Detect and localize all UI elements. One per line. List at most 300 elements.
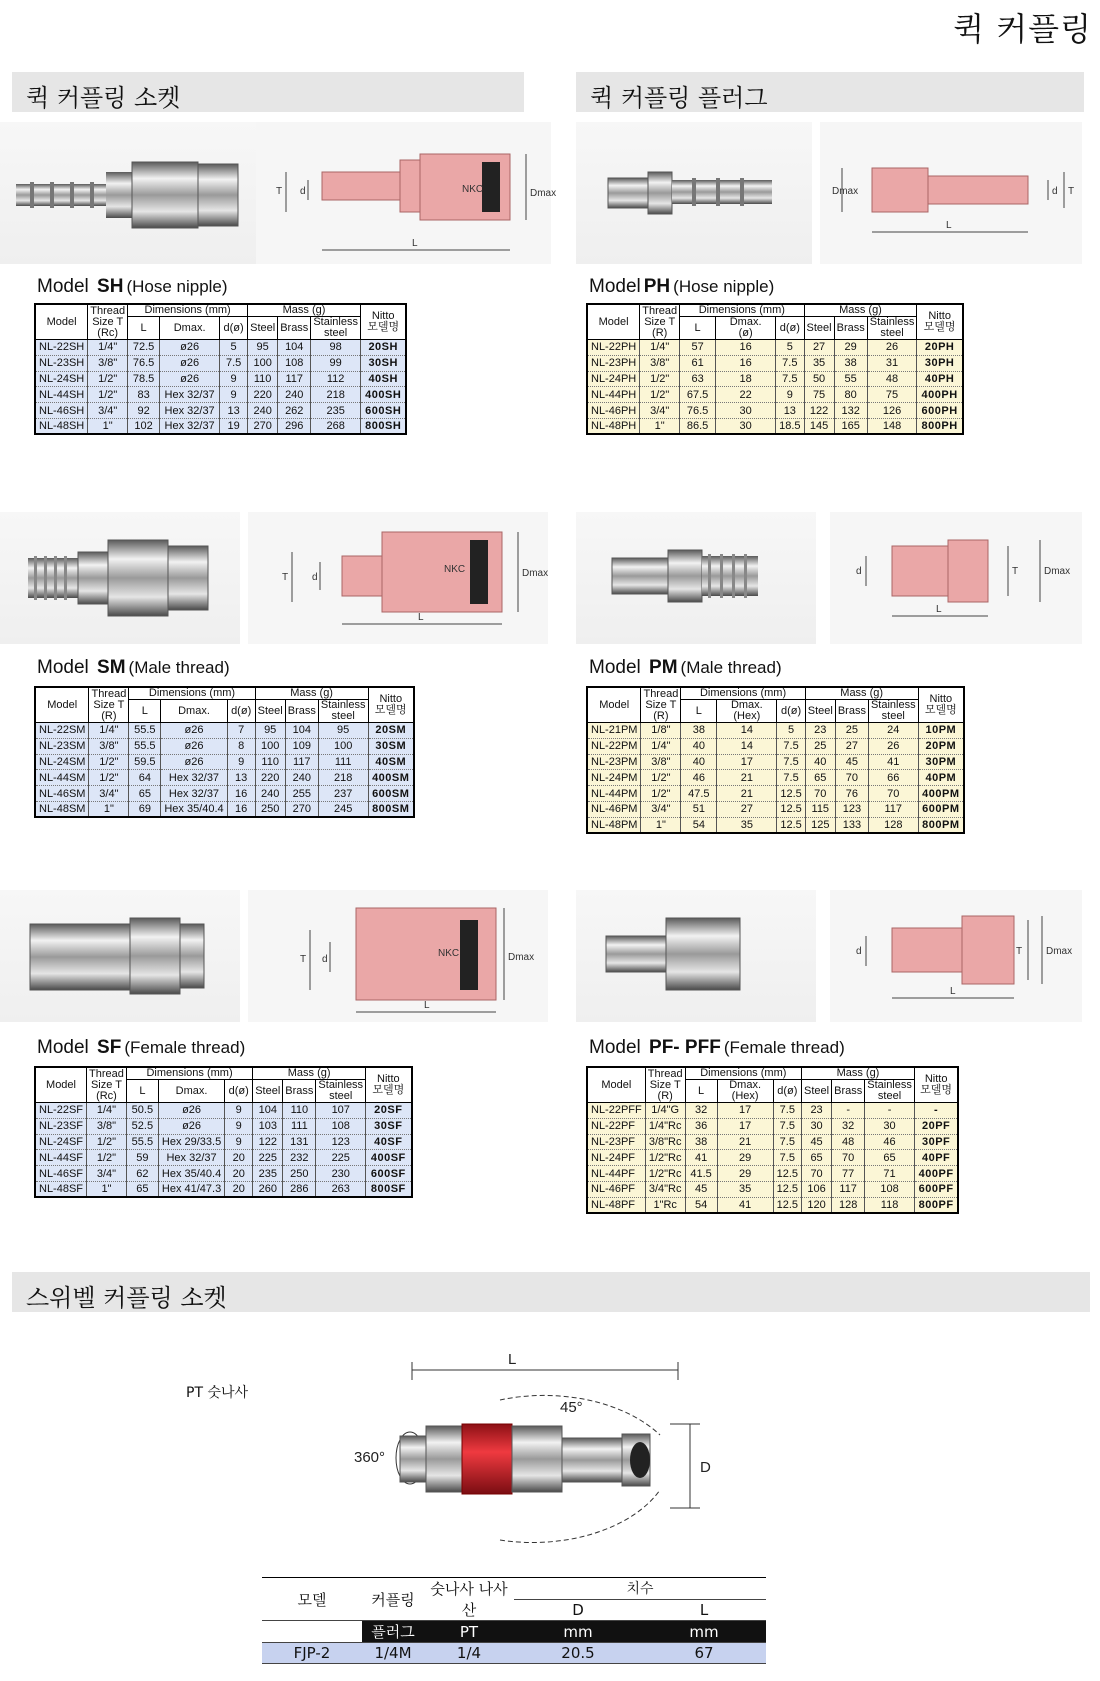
table-cell: ø26: [160, 355, 220, 371]
table-cell: 40: [805, 754, 835, 770]
table-cell: 126: [867, 403, 917, 419]
table-row: [35, 723, 414, 739]
table-cell: 41: [685, 1150, 717, 1166]
table-cell: 117: [285, 754, 318, 770]
table-cell: 3/8": [89, 738, 129, 754]
socket-sm-photo: [0, 512, 240, 644]
table-row: [587, 723, 964, 739]
table-cell: 1/2": [88, 387, 128, 403]
table-cell: 70: [868, 786, 918, 802]
table-cell: 14: [717, 738, 777, 754]
table-cell: 69: [129, 801, 161, 817]
section-header-plug: 퀵 커플링 플러그: [576, 72, 1084, 112]
table-cell: 27: [717, 801, 777, 817]
table-cell: 240: [285, 770, 318, 786]
table-cell: 225: [253, 1150, 283, 1166]
table-cell: 78.5: [128, 371, 160, 387]
dim-label-d: d: [856, 566, 862, 577]
table-cell: 128: [868, 817, 918, 833]
table-cell: 9: [220, 387, 248, 403]
table-cell: 262: [278, 403, 311, 419]
table-cell: 40SM: [368, 754, 414, 770]
table-cell: 24: [868, 723, 918, 739]
table-cell: 115: [805, 801, 835, 817]
table-cell: 71: [865, 1166, 915, 1182]
table-cell: 61: [680, 355, 716, 371]
dim-label-dmax: Dmax: [832, 186, 859, 197]
table-cell: NL-46SM: [35, 786, 89, 802]
table-cell: 20: [225, 1181, 253, 1197]
table-row: [587, 355, 963, 371]
table-cell: 75: [804, 387, 834, 403]
table-cell: 800SF: [366, 1181, 412, 1197]
table-cell: 30PF: [914, 1134, 958, 1150]
table-cell: 800PH: [917, 418, 963, 434]
table-cell: 1/4": [641, 738, 681, 754]
model-ph-title: Model PH (Hose nipple): [589, 276, 775, 297]
table-cell: 35: [717, 817, 777, 833]
table-cell: 102: [128, 418, 160, 434]
table-cell: 26: [867, 340, 917, 356]
table-cell: 16: [227, 786, 255, 802]
table-cell: NL-23SM: [35, 738, 89, 754]
table-cell: 260: [253, 1181, 283, 1197]
table-cell: 9: [225, 1118, 253, 1134]
table-cell: 108: [865, 1181, 915, 1197]
table-cell: 25: [835, 723, 868, 739]
table-cell: 23: [805, 723, 835, 739]
table-cell: ø26: [160, 371, 220, 387]
swivel-angle-360: 360°: [354, 1449, 386, 1466]
table-cell: 110: [248, 371, 278, 387]
table-cell: 40: [681, 738, 717, 754]
table-cell: 32: [685, 1103, 717, 1119]
table-row: [587, 387, 963, 403]
table-cell: 18: [716, 371, 776, 387]
nkc-mark: NKC: [438, 948, 460, 959]
table-cell: 218: [311, 387, 361, 403]
col-mm-l: mm: [642, 1621, 766, 1643]
swivel-dim-D: D: [700, 1459, 711, 1476]
table-row: [35, 786, 414, 802]
table-cell: NL-23PF: [587, 1134, 645, 1150]
table-cell: 95: [255, 723, 285, 739]
table-cell: 12.5: [773, 1166, 801, 1182]
table-cell: Hex 32/37: [160, 403, 220, 419]
col-pt: PT: [424, 1621, 514, 1643]
table-cell: 35: [804, 355, 834, 371]
table-cell: 12.5: [777, 801, 805, 817]
table-cell: 63: [680, 371, 716, 387]
table-cell: NL-22SM: [35, 723, 89, 739]
table-cell: 20SM: [368, 723, 414, 739]
table-cell: 225: [316, 1150, 366, 1166]
table-cell: 104: [285, 723, 318, 739]
table-cell: NL-22SF: [35, 1103, 87, 1119]
table-cell: 5: [776, 340, 804, 356]
table-cell: 3/8"Rc: [645, 1134, 685, 1150]
table-cell: NL-48PM: [587, 817, 641, 833]
table-cell: 46: [681, 770, 717, 786]
table-cell: 20: [225, 1150, 253, 1166]
table-cell: -: [914, 1103, 958, 1119]
table-cell: 7.5: [777, 738, 805, 754]
table-cell: 40: [681, 754, 717, 770]
table-cell: ø26: [161, 723, 227, 739]
table-cell: 59.5: [129, 754, 161, 770]
table-cell: 40SF: [366, 1134, 412, 1150]
table-cell: NL-24PM: [587, 770, 641, 786]
dim-label-L: L: [424, 1000, 430, 1011]
dim-label-dmax: Dmax: [508, 952, 535, 963]
table-cell: 38: [681, 723, 717, 739]
table-cell: 65: [805, 770, 835, 786]
table-cell: 400PH: [917, 387, 963, 403]
table-cell: 50: [804, 371, 834, 387]
table-cell: 80: [834, 387, 867, 403]
table-cell: 83: [128, 387, 160, 403]
table-cell: 41: [717, 1197, 773, 1213]
table-cell: 5: [777, 723, 805, 739]
table-row: [35, 355, 406, 371]
table-cell: 296: [278, 418, 311, 434]
table-cell: 70: [805, 786, 835, 802]
section-header-socket: 퀵 커플링 소켓: [12, 72, 524, 112]
table-cell: 5: [220, 340, 248, 356]
table-cell: 117: [278, 371, 311, 387]
table-cell: -: [832, 1103, 865, 1119]
table-cell: 45: [802, 1134, 832, 1150]
table-cell: 13: [220, 403, 248, 419]
table-cell: 65: [802, 1150, 832, 1166]
dim-label-T: T: [276, 186, 283, 197]
table-cell: Hex 35/40.4: [161, 801, 227, 817]
table-cell: NL-48SM: [35, 801, 89, 817]
table-cell: 240: [248, 403, 278, 419]
table-cell: 9: [220, 371, 248, 387]
table-cell: 62: [126, 1166, 158, 1182]
table-cell: 125: [805, 817, 835, 833]
table-cell: 22: [716, 387, 776, 403]
spec-table-pm: Model Thread Size T (R) Dimensions (mm) Mass (g) Nitto 모델명 L Dmax. (Hex) d(ø) Steel Brass Stainless steel NL-21PM 1/8" 38 14 5 23 25 24 10PM NL-22PM 1/4" 40 14 7.5 25 27 26 20PM NL-23PM 3/8" 40 17 7.5 40 45 41 30PM NL-24PM 1/2" 46 21 7.5 65 70 66 40PM NL-44PM 1/2" 47.5 21 12.5 70 76 70 400PM NL-46PM 3/4" 51 27 12.5 115 123 117 600PM NL-48PM 1" 54 35 12.5 125 133 128 800PM: [586, 686, 965, 834]
table-cell: 72.5: [128, 340, 160, 356]
table-cell: 95: [318, 723, 368, 739]
table-row: [35, 371, 406, 387]
table-cell: 600PM: [918, 801, 964, 817]
table-cell: NL-24SH: [35, 371, 88, 387]
dim-label-dmax: Dmax: [1046, 946, 1073, 957]
table-cell: 40PH: [917, 371, 963, 387]
table-cell: NL-23PH: [587, 355, 640, 371]
col-D: D: [514, 1599, 642, 1621]
table-cell: 17: [717, 1118, 773, 1134]
table-cell: 1": [641, 817, 681, 833]
dim-label-L: L: [412, 238, 418, 249]
table-cell: 86.5: [680, 418, 716, 434]
table-cell: 52.5: [126, 1118, 158, 1134]
table-cell: NL-24SM: [35, 754, 89, 770]
table-cell: 48: [867, 371, 917, 387]
table-cell: 3/8": [88, 355, 128, 371]
table-row: [35, 1181, 412, 1197]
table-cell: 7.5: [220, 355, 248, 371]
table-row: [587, 801, 964, 817]
col-size: 치수: [514, 1578, 766, 1600]
table-cell: 100: [248, 355, 278, 371]
table-cell: 31: [867, 355, 917, 371]
table-cell: 400SH: [360, 387, 406, 403]
table-cell: 800SM: [368, 801, 414, 817]
table-cell: 54: [681, 817, 717, 833]
table-cell: 18.5: [776, 418, 804, 434]
table-cell: 36: [685, 1118, 717, 1134]
table-cell: 1/2": [641, 786, 681, 802]
table-cell: NL-48SH: [35, 418, 88, 434]
table-cell: 1/4": [89, 723, 129, 739]
spec-table-sm: Model Thread Size T (R) Dimensions (mm) Mass (g) Nitto 모델명 L Dmax. d(ø) Steel Brass Stainless steel NL-22SM 1/4" 55.5 ø26 7 95 104 95 20SM NL-23SM 3/8" 55.5 ø26 8 100 109 100 30SM NL-24SM 1/2" 59.5 ø26 9 110 117 111 40SM NL-44SM 1/2" 64 Hex 32/37 13 220 240 218 400SM NL-46SM 3/4" 65 Hex 32/37 16 240 255 237 600SM NL-48SM 1" 69 Hex 35/40.4 16 250 270 245 800SM: [34, 686, 415, 818]
table-cell: 7.5: [776, 355, 804, 371]
model-pm-title: Model PM (Male thread): [589, 657, 782, 678]
table-cell: 14: [717, 723, 777, 739]
table-cell: 400SF: [366, 1150, 412, 1166]
table-cell: 800PM: [918, 817, 964, 833]
table-cell: 132: [834, 403, 867, 419]
table-row: [587, 1150, 958, 1166]
table-cell: 1": [87, 1181, 127, 1197]
table-cell: 30: [865, 1118, 915, 1134]
table-cell: 21: [717, 770, 777, 786]
table-cell: 106: [802, 1181, 832, 1197]
table-cell: 12.5: [773, 1197, 801, 1213]
table-row: [35, 1118, 412, 1134]
table-cell: 7.5: [777, 754, 805, 770]
table-cell: 235: [253, 1166, 283, 1182]
table-cell: 7.5: [773, 1150, 801, 1166]
table-cell: 30SF: [366, 1118, 412, 1134]
table-cell: 17: [717, 754, 777, 770]
table-cell: 1/2"Rc: [645, 1150, 685, 1166]
table-cell: 3/4": [89, 786, 129, 802]
table-cell: NL-24PF: [587, 1150, 645, 1166]
table-cell: NL-44SH: [35, 387, 88, 403]
table-cell: 30PM: [918, 754, 964, 770]
table-cell: 3/4": [641, 801, 681, 817]
table-row: [587, 371, 963, 387]
plug-ph-photo: [576, 122, 812, 264]
table-cell: 12.5: [777, 817, 805, 833]
model-pff-title: Model PF- PFF (Female thread): [589, 1037, 845, 1058]
table-cell: 12.5: [777, 786, 805, 802]
table-cell: 55.5: [129, 738, 161, 754]
table-cell: 1/4": [88, 340, 128, 356]
dim-label-dmax: Dmax: [530, 188, 557, 199]
table-cell: 13: [776, 403, 804, 419]
table-cell: NL-24PH: [587, 371, 640, 387]
table-cell: 20PH: [917, 340, 963, 356]
table-cell: ø26: [160, 340, 220, 356]
socket-sh-drawing: [256, 122, 557, 264]
table-row: [587, 754, 964, 770]
swivel-dim-L: L: [508, 1351, 517, 1368]
table-cell: 29: [717, 1166, 773, 1182]
dim-label-d: d: [322, 954, 328, 965]
table-cell: 76.5: [680, 403, 716, 419]
dim-label-T: T: [300, 954, 307, 965]
table-cell: 23: [802, 1103, 832, 1119]
table-row: [35, 738, 414, 754]
table-cell: 1/2": [89, 770, 129, 786]
table-cell: 3/8": [641, 754, 681, 770]
table-cell: NL-46PF: [587, 1181, 645, 1197]
table-cell: 55: [834, 371, 867, 387]
plug-pff-drawing: [830, 890, 1082, 1022]
table-cell: 13: [227, 770, 255, 786]
socket-sf-drawing: [248, 890, 548, 1022]
table-cell: NL-22PFF: [587, 1103, 645, 1119]
table-cell: 46: [865, 1134, 915, 1150]
table-cell: 237: [318, 786, 368, 802]
table-cell: 600SM: [368, 786, 414, 802]
table-cell: 29: [717, 1150, 773, 1166]
nkc-mark: NKC: [462, 184, 484, 195]
table-cell: 67.5: [680, 387, 716, 403]
table-row: [35, 770, 414, 786]
table-cell: NL-21PM: [587, 723, 641, 739]
table-cell: Hex 32/37: [161, 786, 227, 802]
table-cell: 20PM: [918, 738, 964, 754]
table-cell: 286: [283, 1181, 316, 1197]
table-cell: 16: [716, 355, 776, 371]
table-cell: 111: [318, 754, 368, 770]
table-cell: NL-23SH: [35, 355, 88, 371]
table-cell: 240: [255, 786, 285, 802]
table-cell: 17: [717, 1103, 773, 1119]
table-cell: 65: [129, 786, 161, 802]
col-model: 모델: [262, 1578, 362, 1621]
dim-label-T: T: [1068, 186, 1075, 197]
table-cell: 218: [318, 770, 368, 786]
table-cell: 230: [316, 1166, 366, 1182]
table-cell: NL-46PM: [587, 801, 641, 817]
plug-ph-drawing: [820, 122, 1082, 264]
section-header-swivel: 스위벨 커플링 소켓: [12, 1272, 1090, 1312]
table-cell: 1/2": [640, 387, 680, 403]
table-cell: 59: [126, 1150, 158, 1166]
swivel-drawing: [350, 1340, 730, 1570]
table-cell: 1/8": [641, 723, 681, 739]
table-cell: 3/8": [87, 1118, 127, 1134]
table-row: [587, 1134, 958, 1150]
table-cell: 250: [255, 801, 285, 817]
table-row: [587, 1166, 958, 1182]
table-cell: 30PH: [917, 355, 963, 371]
table-cell: 108: [278, 355, 311, 371]
table-cell: 55.5: [126, 1134, 158, 1150]
table-cell: 35: [717, 1181, 773, 1197]
table-cell: 19: [220, 418, 248, 434]
model-sf-title: Model SF (Female thread): [37, 1037, 246, 1058]
table-cell: 1/4": [87, 1103, 127, 1119]
table-cell: 3/4"Rc: [645, 1181, 685, 1197]
table-cell: 9: [225, 1103, 253, 1119]
table-cell: Hex 32/37: [158, 1150, 224, 1166]
table-cell: 600PH: [917, 403, 963, 419]
model-sm-title: Model SM (Male thread): [37, 657, 230, 678]
table-cell: 103: [253, 1118, 283, 1134]
table-cell: 30SH: [360, 355, 406, 371]
socket-sh-photo: [0, 122, 256, 264]
table-row: [587, 817, 964, 833]
table-cell: 123: [835, 801, 868, 817]
table-row: [587, 770, 964, 786]
dim-label-dmax: Dmax: [1044, 566, 1071, 577]
col-plug: 플러그: [362, 1621, 424, 1643]
table-cell: 255: [285, 786, 318, 802]
table-cell: 104: [278, 340, 311, 356]
table-cell: 263: [316, 1181, 366, 1197]
table-row: [587, 1197, 958, 1213]
table-cell: 76: [835, 786, 868, 802]
table-cell: 9: [227, 754, 255, 770]
table-cell: NL-48PH: [587, 418, 640, 434]
table-cell: NL-22SH: [35, 340, 88, 356]
table-cell: 1/4": [640, 340, 680, 356]
table-cell: 21: [717, 786, 777, 802]
table-cell: 220: [248, 387, 278, 403]
table-cell: NL-46SH: [35, 403, 88, 419]
table-cell: 1": [89, 801, 129, 817]
dim-label-d: d: [1052, 186, 1058, 197]
table-row: [35, 340, 406, 356]
table-cell: 400SM: [368, 770, 414, 786]
table-row: [587, 786, 964, 802]
table-cell: 1/2": [87, 1150, 127, 1166]
table-cell: 7: [227, 723, 255, 739]
table-cell: 148: [867, 418, 917, 434]
dim-label-d: d: [856, 946, 862, 957]
table-cell: 122: [804, 403, 834, 419]
table-cell: NL-48SF: [35, 1181, 87, 1197]
table-cell: 1/2": [87, 1134, 127, 1150]
table-row: [35, 1103, 412, 1119]
table-cell: 220: [255, 770, 285, 786]
table-cell: 400PF: [914, 1166, 958, 1182]
table-cell: NL-22PH: [587, 340, 640, 356]
table-cell: 240: [278, 387, 311, 403]
table-cell: 250: [283, 1166, 316, 1182]
table-cell: 75: [867, 387, 917, 403]
table-cell: 120: [802, 1197, 832, 1213]
table-cell: 108: [316, 1118, 366, 1134]
table-cell: 48: [832, 1134, 865, 1150]
table-cell: 145: [804, 418, 834, 434]
col-coupling: 커플링: [362, 1578, 424, 1621]
table-cell: 111: [283, 1118, 316, 1134]
table-cell: 30: [802, 1118, 832, 1134]
page-title: 퀵 커플링: [953, 10, 1092, 48]
table-cell: 76.5: [128, 355, 160, 371]
table-cell: NL-46PH: [587, 403, 640, 419]
table-cell: 41: [868, 754, 918, 770]
table-cell: NL-48PF: [587, 1197, 645, 1213]
table-cell: 800SH: [360, 418, 406, 434]
table-cell: 131: [283, 1134, 316, 1150]
table-cell: NL-44SF: [35, 1150, 87, 1166]
table-cell: 117: [868, 801, 918, 817]
table-row: [35, 801, 414, 817]
table-cell: NL-22PF: [587, 1118, 645, 1134]
dim-label-dmax: Dmax: [522, 568, 549, 579]
